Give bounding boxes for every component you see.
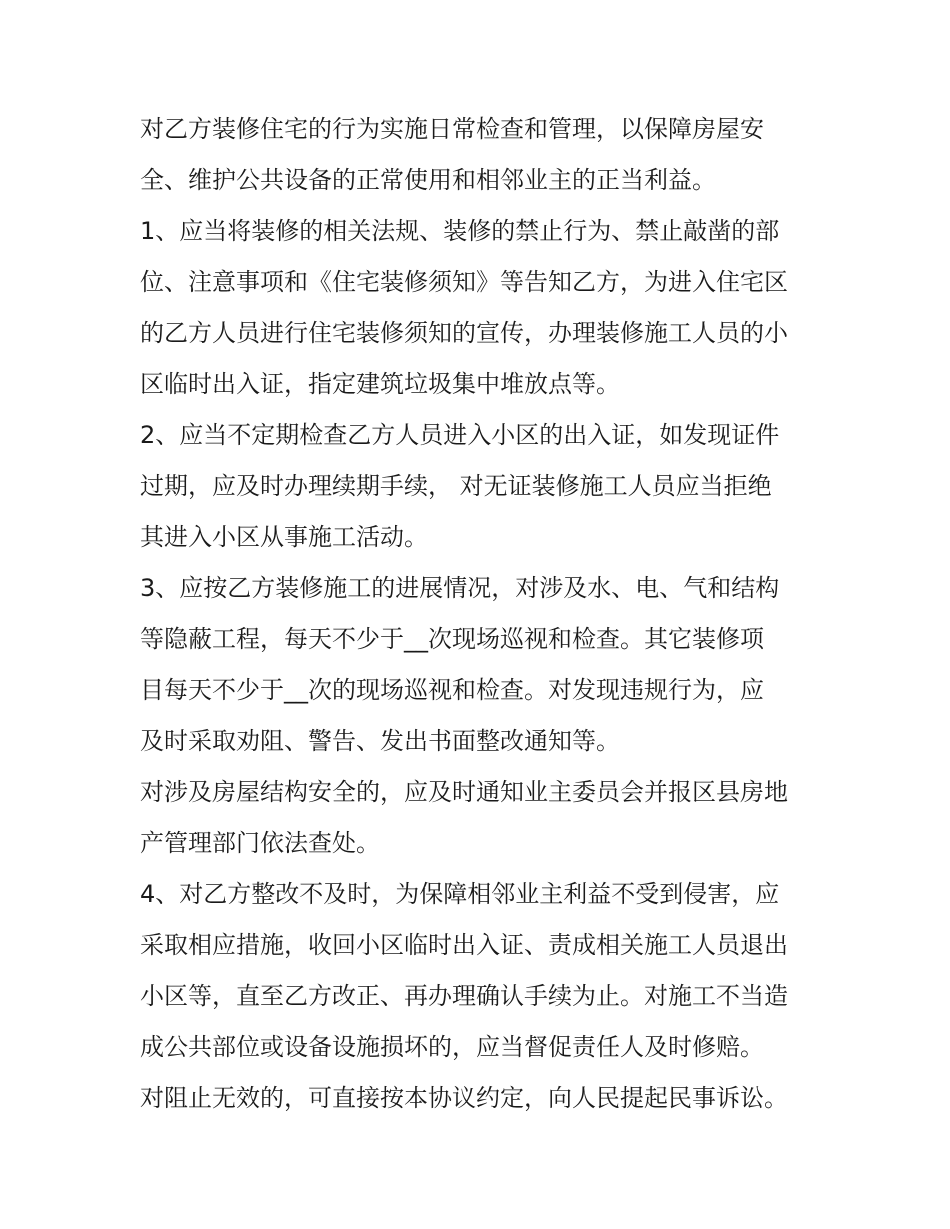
text-line-20: 对阻止无效的，可直接按本协议约定，向人民提起民事诉讼。 <box>140 1084 788 1112</box>
text-line-7: 2、应当不定期检查乙方人员进入小区的出入证，如发现证件 <box>140 421 780 449</box>
text-line-4: 位、注意事项和《住宅装修须知》等告知乙方，为进入住宅区 <box>140 268 788 296</box>
text-line-17: 采取相应措施，收回小区临时出入证、责成相关施工人员退出 <box>140 931 788 959</box>
text-line-13: 及时采取劝阻、警告、发出书面整改通知等。 <box>140 727 620 755</box>
document-body <box>140 104 820 1124</box>
text-line-10: 3、应按乙方装修施工的进展情况，对涉及水、电、气和结构 <box>140 574 780 602</box>
text-line-12: 目每天不少于__次的现场巡视和检查。对发现违规行为，应 <box>140 676 764 704</box>
text-line-3: 1、应当将装修的相关法规、装修的禁止行为、禁止敲凿的部 <box>140 217 780 245</box>
text-line-5: 的乙方人员进行住宅装修须知的宣传，办理装修施工人员的小 <box>140 319 788 347</box>
text-line-19: 成公共部位或设备设施损坏的，应当督促责任人及时修赔。 <box>140 1033 764 1061</box>
text-line-15: 产管理部门依法查处。 <box>140 829 380 857</box>
text-line-1: 对乙方装修住宅的行为实施日常检查和管理，以保障房屋安 <box>140 115 764 143</box>
text-line-2: 全、维护公共设备的正常使用和相邻业主的正当利益。 <box>140 166 716 194</box>
text-line-16: 4、对乙方整改不及时，为保障相邻业主利益不受到侵害，应 <box>140 880 780 908</box>
text-line-18: 小区等，直至乙方改正、再办理确认手续为止。对施工不当造 <box>140 982 788 1010</box>
text-line-8: 过期，应及时办理续期手续， 对无证装修施工人员应当拒绝 <box>140 472 772 500</box>
text-line-11: 等隐蔽工程，每天不少于__次现场巡视和检查。其它装修项 <box>140 625 764 653</box>
text-line-6: 区临时出入证，指定建筑垃圾集中堆放点等。 <box>140 370 620 398</box>
text-line-14: 对涉及房屋结构安全的，应及时通知业主委员会并报区县房地 <box>140 778 788 806</box>
text-line-9: 其进入小区从事施工活动。 <box>140 523 428 551</box>
